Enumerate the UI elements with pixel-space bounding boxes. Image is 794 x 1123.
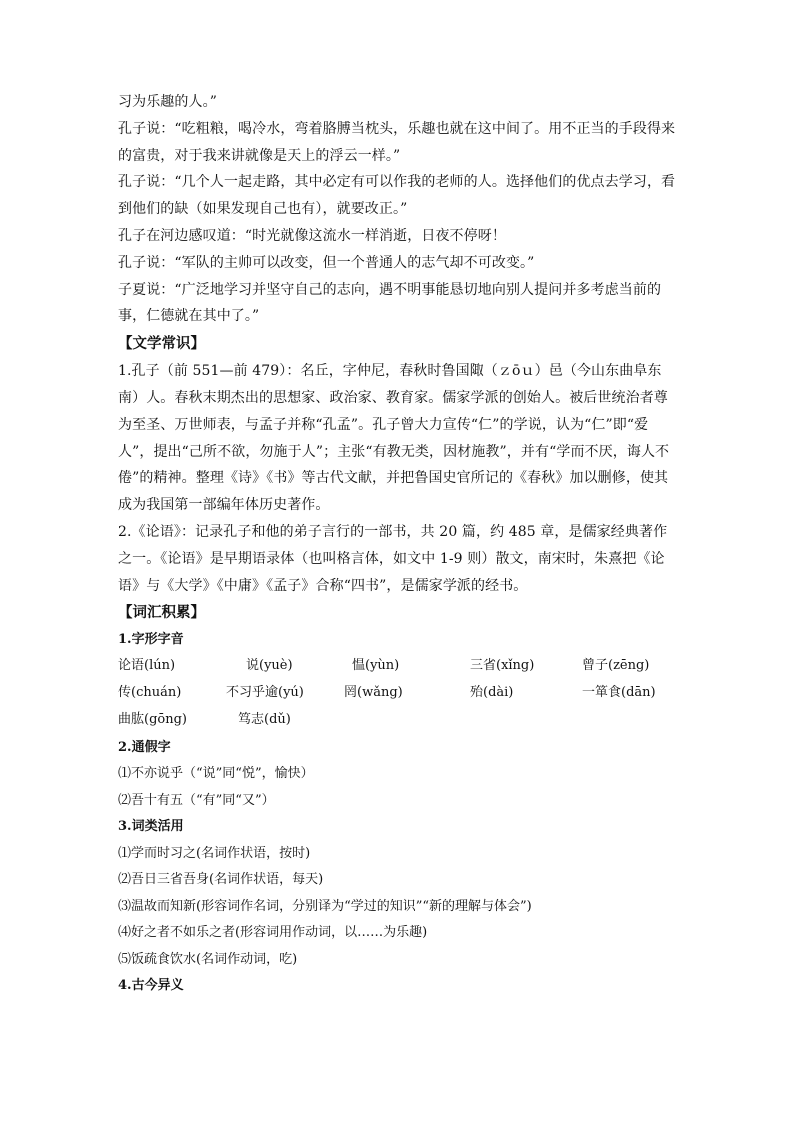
section-heading-literature: 【文学常识】 [118,335,205,353]
literature-item: 1.孔子（前 551—前 479）：名丘，字仲尼，春秋时鲁国陬（ｚōｕ）邑（今山东曲阜东南）人。春秋末期杰出的思想家、政治家、教育家。儒家学派的创始人。被后世统治者尊为至圣、万世师表，与孟子并称“孔孟”。孔子曾大力宣传“仁”的学说，认为“仁”即“爱人”，提出“己所不欲，勿施于人”；主张“有教无类，因材施教”，并有“学而不厌，诲人不倦”的精神。整理《诗》《书》等古代文献，并把鲁国史官所记的《春秋》加以删修，使其成为我国第一部编年体历史著作。 [118,363,670,514]
word-class-item: ⑸饭疏食饮水(名词作动词，吃) [118,951,298,967]
word-entry: 不习乎逾(yú) [226,684,304,700]
paragraph: 子夏说：“广泛地学习并坚守自己的志向，遇不明事能恳切地向别人提问并多考虑当前的事，仁德就在其中了。” [118,281,662,325]
word-entry: 三省(xǐng) [470,657,535,673]
word-entry: 愠(yùn) [352,657,400,673]
word-grid [118,654,678,735]
word-entry: 笃志(dǔ) [238,711,291,727]
tongjia-item: ⑵吾十有五（“有”同“又”） [118,792,275,808]
word-entry: 论语(lún) [118,657,176,673]
paragraph: 孔子说：“军队的主帅可以改变，但一个普通人的志气却不可改变。” [118,254,535,271]
word-entry: 传(chuán) [118,684,182,700]
word-entry: 说(yuè) [246,657,293,673]
tongjia-item: ⑴不亦说乎（“说”同“悦”，愉快） [118,766,314,782]
paragraph: 孔子在河边感叹道：“时光就像这流水一样消逝，日夜不停呀！ [118,227,506,244]
word-entry: 曾子(zēng) [582,657,650,673]
paragraph: 习为乐趣的人。” [118,94,217,110]
subheading-ancient-modern: 4.古今异义 [118,978,184,994]
word-entry: 一箪食(dān) [582,684,656,700]
subheading-tongjia: 2.通假字 [118,739,171,755]
word-class-item: ⑷好之者不如乐之者(形容词用作动词，以……为乐趣) [118,925,428,941]
section-heading-vocab: 【词汇积累】 [118,604,205,622]
page-content [118,89,678,1000]
subheading-glyph-pronunciation: 1.字形字音 [118,632,184,648]
word-class-item: ⑶温故而知新(形容词作名词，分别译为“学过的知识”“新的理解与体会”) [118,898,532,914]
subheading-word-class: 3.词类活用 [118,819,184,835]
word-entry: 曲肱(gōng) [118,711,187,727]
word-entry: 罔(wǎng) [344,684,403,700]
literature-item: 2.《论语》：记录孔子和他的弟子言行的一部书，共 20 篇，约 485 章，是儒家经典著作之一。《论语》是早期语录体（也叫格言体，如文中 1-9 则）散文，南宋时，朱熹把《论语》与《大学》《中庸》《孟子》合称“四书”，是儒家学派的经书。 [118,523,668,594]
paragraph: 孔子说：“几个人一起走路，其中必定有可以作我的老师的人。选择他们的优点去学习，看到他们的缺（如果发现自己也有），就要改正。” [118,174,676,218]
word-class-item: ⑵吾日三省吾身(名词作状语，每天) [118,872,324,888]
paragraph: 孔子说：“吃粗粮，喝冷水，弯着胳膊当枕头，乐趣也就在这中间了。用不正当的手段得来的富贵，对于我来讲就像是天上的浮云一样。” [118,120,676,164]
word-class-item: ⑴学而时习之(名词作状语，按时) [118,845,311,861]
word-entry: 殆(dài) [470,684,514,700]
